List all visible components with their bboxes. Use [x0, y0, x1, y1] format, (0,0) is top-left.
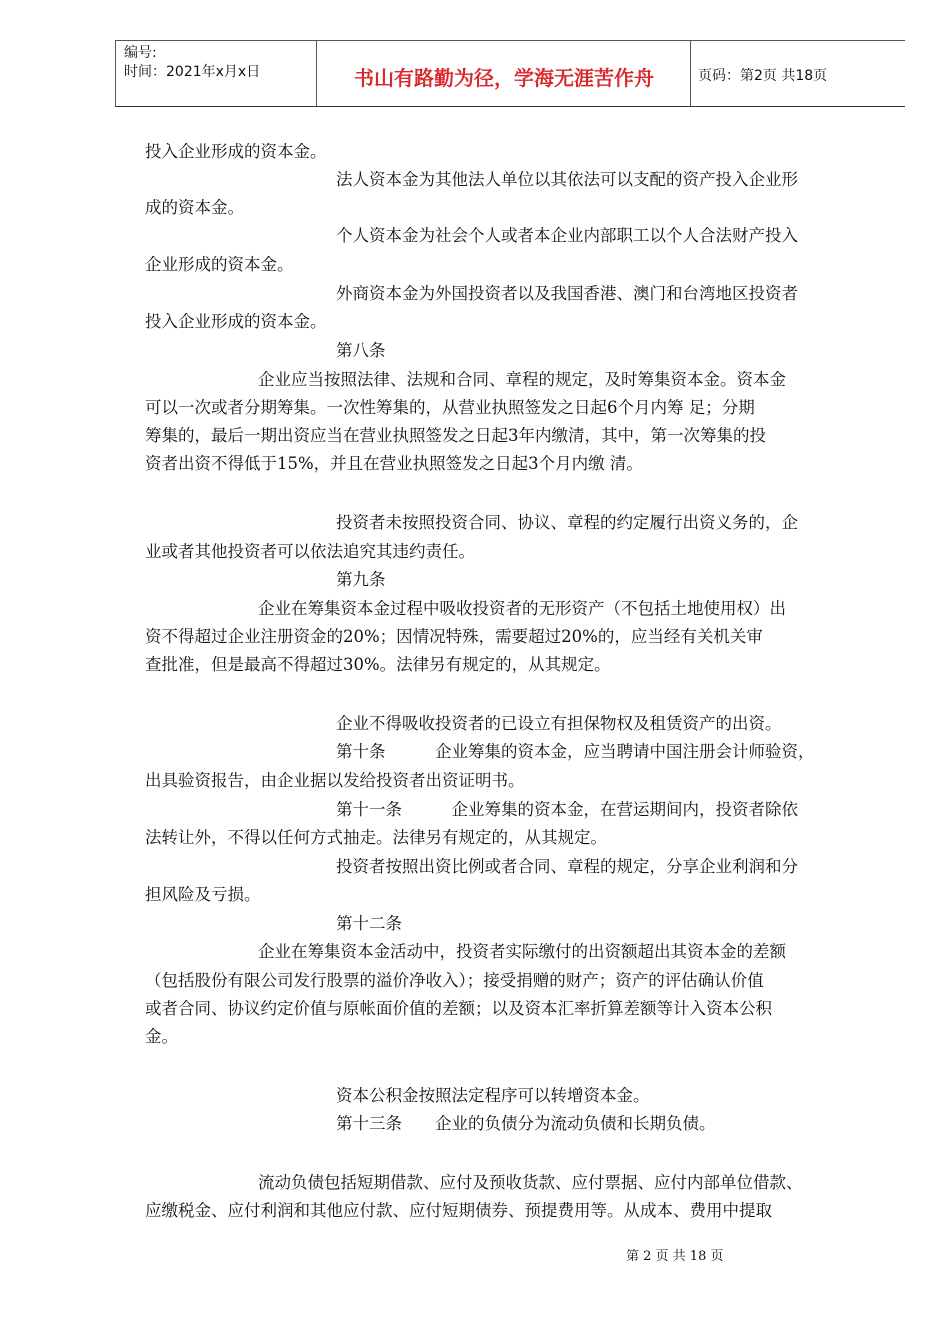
article-heading: 第八条: [336, 341, 386, 360]
article-heading: 第十条 企业筹集的资本金，应当聘请中国注册会计师验资，: [336, 742, 815, 761]
body-line: 企业形成的资本金。: [145, 255, 294, 274]
article-heading: 第十一条 企业筹集的资本金，在营运期间内，投资者除依: [336, 800, 798, 819]
body-line: 担风险及亏损。: [145, 885, 261, 904]
body-line: 资本公积金按照法定程序可以转增资本金。: [336, 1086, 650, 1105]
body-line: 投资者按照出资比例或者合同、章程的规定，分享企业利润和分: [336, 857, 798, 876]
header-divider-2: [690, 40, 691, 106]
body-line: 外商资本金为外国投资者以及我国香港、澳门和台湾地区投资者: [336, 284, 798, 303]
body-line: 应缴税金、应付利润和其他应付款、应付短期债券、预提费用等。从成本、费用中提取: [145, 1201, 772, 1220]
body-line: 查批准，但是最高不得超过30%。法律另有规定的，从其规定。: [145, 655, 611, 674]
body-line: 投入企业形成的资本金。: [145, 142, 327, 161]
header-top-rule: [115, 40, 905, 41]
body-line: 资者出资不得低于15%，并且在营业执照签发之日起3个月内缴 清。: [145, 454, 643, 473]
header-motto: 书山有路勤为径，学海无涯苦作舟: [354, 66, 654, 90]
body-line: 法人资本金为其他法人单位以其依法可以支配的资产投入企业形: [336, 170, 798, 189]
article-heading: 第九条: [336, 570, 386, 589]
article-heading: 第十二条: [336, 914, 402, 933]
body-line: 筹集的，最后一期出资应当在营业执照签发之日起3年内缴清，其中，第一次筹集的投: [145, 426, 766, 445]
header-divider-1: [316, 40, 317, 106]
body-line: 投入企业形成的资本金。: [145, 312, 327, 331]
header-page-label: 页码：第2页 共18页: [698, 68, 828, 84]
body-line: 企业应当按照法律、法规和合同、章程的规定，及时筹集资本金。资本金: [258, 370, 786, 389]
body-line: 企业在筹集资本金活动中，投资者实际缴付的出资额超出其资本金的差额: [258, 942, 786, 961]
header-bottom-rule: [115, 106, 905, 107]
body-line: 资不得超过企业注册资金的20%；因情况特殊，需要超过20%的，应当经有关机关审: [145, 627, 763, 646]
header-time-label: 时间：2021年x月x日: [124, 64, 261, 80]
header-divider-left: [115, 40, 116, 106]
header-number-label: 编号:: [124, 45, 157, 61]
body-line: （包括股份有限公司发行股票的溢价净收入）；接受捐赠的财产；资产的评估确认价值: [145, 971, 764, 990]
body-line: 可以一次或者分期筹集。一次性筹集的，从营业执照签发之日起6个月内筹 足；分期: [145, 398, 755, 417]
footer-page-number: 第 2 页 共 18 页: [626, 1249, 724, 1264]
body-line: 企业在筹集资本金过程中吸收投资者的无形资产（不包括土地使用权）出: [258, 599, 786, 618]
body-line: 金。: [145, 1027, 178, 1046]
body-line: 成的资本金。: [145, 198, 244, 217]
header-meta: [124, 44, 260, 82]
body-line: 投资者未按照投资合同、协议、章程的约定履行出资义务的，企: [336, 513, 798, 532]
body-line: 业或者其他投资者可以依法追究其违约责任。: [145, 542, 475, 561]
body-line: 或者合同、协议约定价值与原帐面价值的差额；以及资本汇率折算差额等计入资本公积: [145, 999, 772, 1018]
body-line: 出具验资报告，由企业据以发给投资者出资证明书。: [145, 771, 525, 790]
body-line: 流动负债包括短期借款、应付及预收货款、应付票据、应付内部单位借款、: [258, 1173, 803, 1192]
body-line: 个人资本金为社会个人或者本企业内部职工以个人合法财产投入: [336, 226, 798, 245]
article-heading: 第十三条 企业的负债分为流动负债和长期负债。: [336, 1114, 716, 1133]
body-line: 企业不得吸收投资者的已设立有担保物权及租赁资产的出资。: [336, 714, 782, 733]
body-line: 法转让外，不得以任何方式抽走。法律另有规定的，从其规定。: [145, 828, 607, 847]
